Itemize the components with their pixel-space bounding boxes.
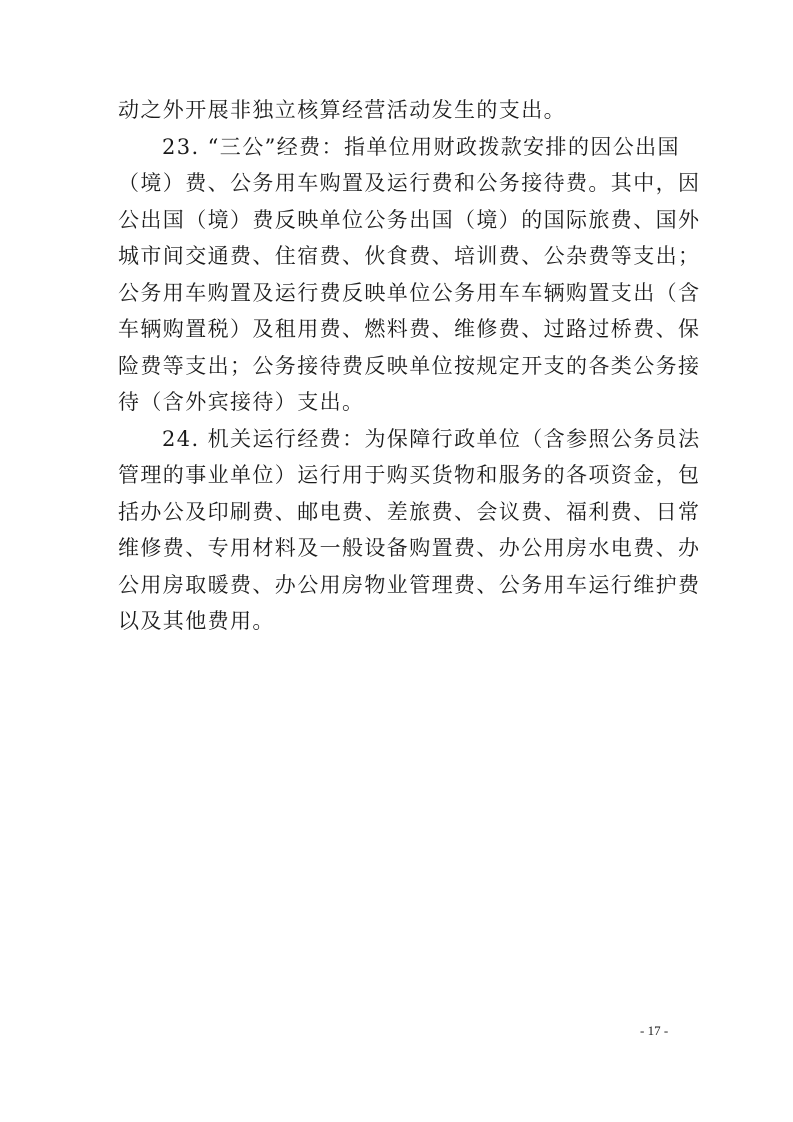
- text-line-14: 公用房取暖费、办公用房物业管理费、公务用车运行维护费: [118, 572, 701, 597]
- text-line-4: 公出国（境）费反映单位公务出国（境）的国际旅费、国外: [118, 207, 701, 232]
- text-line-15: 以及其他费用。: [118, 609, 275, 633]
- text-line-7: 车辆购置税）及租用费、燃料费、维修费、过路过桥费、保: [118, 317, 701, 341]
- text-line-13: 维修费、专用材料及一般设备购置费、办公用房水电费、办: [118, 536, 701, 560]
- text-line-11: 管理的事业单位）运行用于购买货物和服务的各项资金，包: [118, 463, 701, 487]
- text-line-9: 待（含外宾接待）支出。: [118, 390, 365, 414]
- text-line-12: 括办公及印刷费、邮电费、差旅费、会议费、福利费、日常: [118, 499, 701, 524]
- text-line-1: 动之外开展非独立核算经营活动发生的支出。: [118, 98, 566, 122]
- text-line-10: 24. 机关运行经费：为保障行政单位（含参照公务员法: [162, 426, 701, 451]
- body-text: [118, 92, 701, 640]
- page-number: - 17 -: [640, 1023, 669, 1038]
- text-line-8: 险费等支出；公务接待费反映单位按规定开支的各类公务接: [118, 353, 701, 378]
- text-line-6: 公务用车购置及运行费反映单位公务用车车辆购置支出（含: [118, 280, 701, 305]
- text-line-5: 城市间交通费、住宿费、伙食费、培训费、公杂费等支出；: [118, 244, 701, 268]
- text-line-2: 23. “三公”经费：指单位用财政拨款安排的因公出国: [162, 134, 680, 159]
- text-line-3: （境）费、公务用车购置及运行费和公务接待费。其中，因: [118, 171, 701, 195]
